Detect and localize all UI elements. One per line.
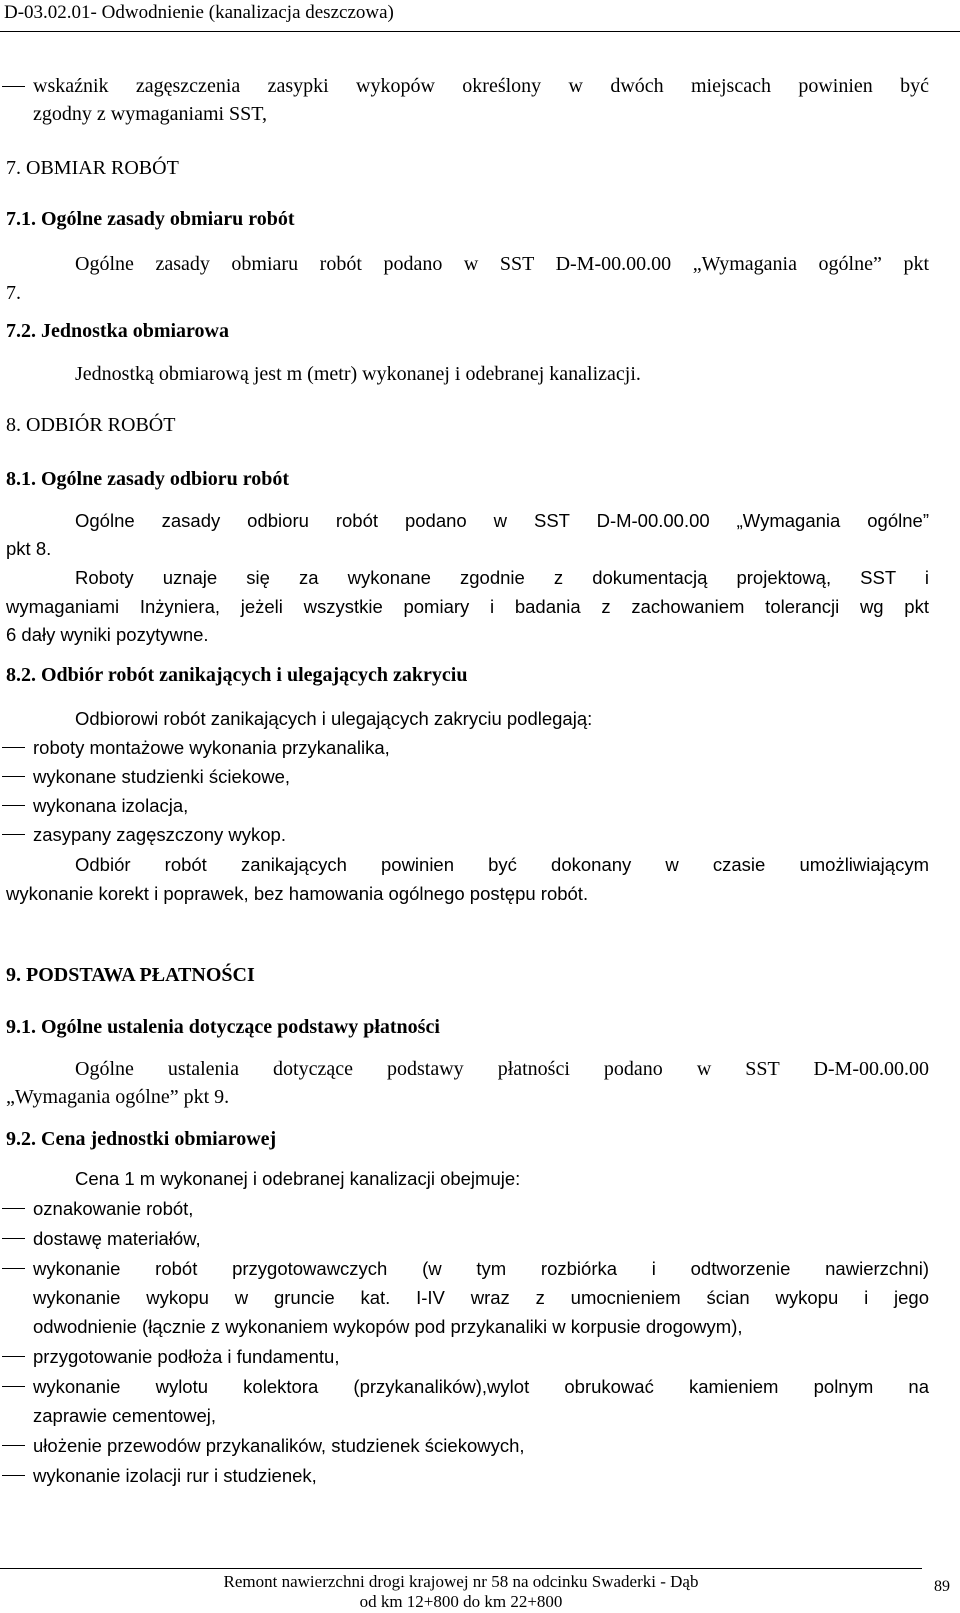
section-heading-8: 8. ODBIÓR ROBÓT [6,414,176,436]
paragraph: Ogólne zasady odbioru robót podano w SST D-M-00.00.00 „Wymagania ogólne” [75,510,929,531]
paragraph: Roboty uznaje się za wykonane zgodnie z dokumentacją projektową, SST i [75,567,929,588]
bullet-dash [2,747,25,748]
list-item: wykonana izolacja, [33,795,189,816]
paragraph: Cena 1 m wykonanej i odebranej kanalizacji obejmuje: [75,1168,521,1189]
bullet-dash [2,1268,25,1269]
page-number: 89 [934,1578,950,1595]
bullet-dash [2,776,25,777]
running-header: D-03.02.01- Odwodnienie (kanalizacja deszczowa) [4,2,394,23]
paragraph-line: wymaganiami Inżyniera, jeżeli wszystkie pomiary i badania z zachowaniem tolerancji wg pkt [6,596,929,617]
paragraph-line: wykonanie korekt i poprawek, bez hamowania ogólnego postępu robót. [6,883,589,904]
subsection-heading-9-1: 9.1. Ogólne ustalenia dotyczące podstawy płatności [6,1016,440,1038]
bullet-dash [2,834,25,835]
subsection-heading-9-2: 9.2. Cena jednostki obmiarowej [6,1128,277,1150]
paragraph: Jednostką obmiarową jest m (metr) wykonanej i odebranej kanalizacji. [75,363,641,385]
bullet-dash [2,1356,25,1357]
bullet-dash [2,1386,25,1387]
bullet-dash [2,1238,25,1239]
subsection-heading-8-2: 8.2. Odbiór robót zanikających i ulegających zakryciu [6,664,468,686]
footer-line-1: Remont nawierzchni drogi krajowej nr 58 na odcinku Swaderki - Dąb [223,1572,699,1591]
bullet-dash [2,1208,25,1209]
list-item-continuation: zgodny z wymaganiami SST, [33,103,268,125]
list-item: dostawę materiałów, [33,1228,201,1249]
list-item: wykonanie izolacji rur i studzienek, [33,1465,317,1486]
paragraph: Odbiorowi robót zanikających i ulegających zakryciu podlegają: [75,708,593,729]
paragraph: Odbiór robót zanikających powinien być dokonany w czasie umożliwiającym [75,854,929,875]
subsection-heading-7-1: 7.1. Ogólne zasady obmiaru robót [6,208,295,230]
list-item: roboty montażowe wykonania przykanalika, [33,737,390,758]
section-heading-7: 7. OBMIAR ROBÓT [6,157,179,179]
subsection-heading-8-1: 8.1. Ogólne zasady odbioru robót [6,468,289,490]
paragraph-continuation: „Wymagania ogólne” pkt 9. [6,1086,230,1108]
bullet-dash [2,805,25,806]
list-item-continuation: zaprawie cementowej, [33,1405,217,1426]
list-item: wskaźnik zagęszczenia zasypki wykopów określony w dwóch miejscach powinien być [33,75,929,97]
bullet-dash [2,1475,25,1476]
list-item: przygotowanie podłoża i fundamentu, [33,1346,340,1367]
paragraph: Ogólne ustalenia dotyczące podstawy płatności podano w SST D-M-00.00.00 [75,1058,929,1080]
bullet-dash [2,86,25,87]
list-item: wykonane studzienki ściekowe, [33,766,291,787]
paragraph-line: 6 dały wyniki pozytywne. [6,624,209,645]
footer-line-2: od km 12+800 do km 22+800 [359,1592,563,1611]
footer-rule [0,1568,922,1569]
paragraph-continuation: pkt 8. [6,538,52,559]
header-rule [0,31,960,32]
paragraph: Ogólne zasady obmiaru robót podano w SST D-M-00.00.00 „Wymagania ogólne” pkt [75,253,929,275]
list-item-continuation: wykonanie wykopu w gruncie kat. I-IV wraz z umocnieniem ścian wykopu i jego [33,1287,929,1308]
subsection-heading-7-2: 7.2. Jednostka obmiarowa [6,320,229,342]
bullet-dash [2,1445,25,1446]
list-item: wykonanie wylotu kolektora (przykanalików),wylot obrukować kamieniem polnym na [33,1376,929,1397]
list-item: ułożenie przewodów przykanalików, studzienek ściekowych, [33,1435,525,1456]
list-item-continuation: odwodnienie (łącznie z wykonaniem wykopów pod przykanaliki w korpusie drogowym), [33,1316,743,1337]
list-item: zasypany zagęszczony wykop. [33,824,286,845]
paragraph-continuation: 7. [6,282,21,304]
section-heading-9: 9. PODSTAWA PŁATNOŚCI [6,964,255,986]
list-item: oznakowanie robót, [33,1198,194,1219]
list-item: wykonanie robót przygotowawczych (w tym rozbiórka i odtworzenie nawierzchni) [33,1258,929,1279]
